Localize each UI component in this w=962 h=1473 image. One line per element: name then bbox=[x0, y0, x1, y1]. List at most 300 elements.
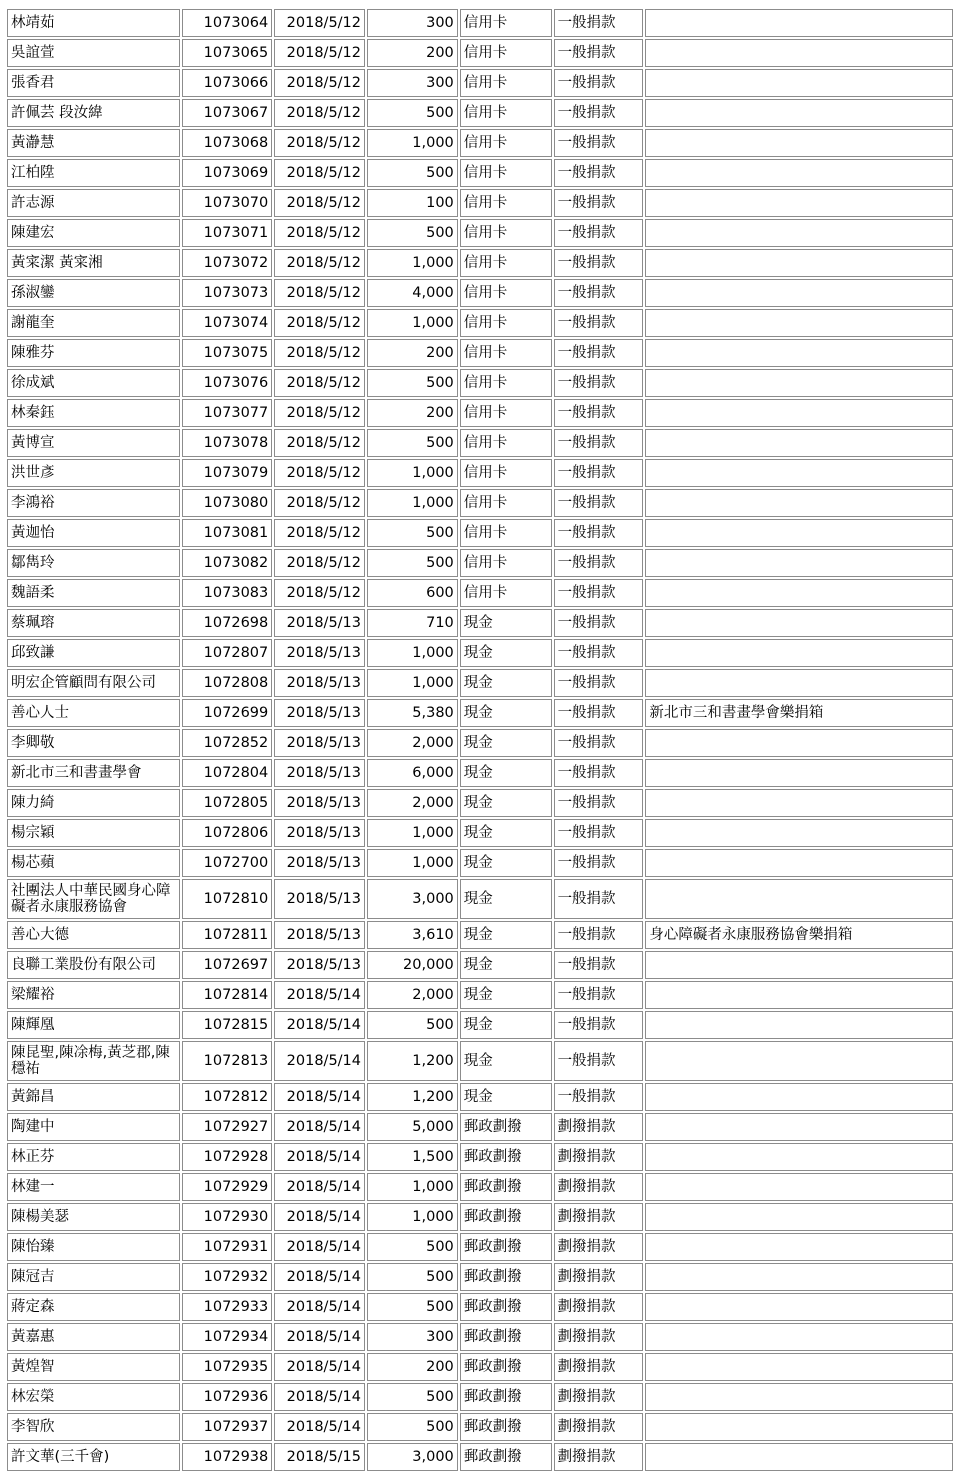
table-row bbox=[7, 609, 953, 637]
table-row bbox=[7, 1143, 953, 1171]
payment-method-cell: 現金 bbox=[460, 759, 552, 787]
receipt-number-cell: 1072814 bbox=[182, 981, 272, 1009]
payment-method-cell: 現金 bbox=[460, 879, 552, 919]
donation-amount-cell: 300 bbox=[367, 69, 458, 97]
receipt-number-cell: 1072810 bbox=[182, 879, 272, 919]
donation-type-cell: 一般捐款 bbox=[554, 309, 644, 337]
donor-name-cell: 李智欣 bbox=[7, 1413, 180, 1441]
donation-amount-cell: 500 bbox=[367, 1413, 458, 1441]
donation-date-cell: 2018/5/12 bbox=[274, 249, 365, 277]
donation-note-cell bbox=[645, 759, 953, 787]
donor-name-cell: 黃錦昌 bbox=[7, 1083, 180, 1111]
donor-name-cell: 陳冠吉 bbox=[7, 1263, 180, 1291]
donation-date-cell: 2018/5/14 bbox=[274, 1233, 365, 1261]
donation-type-cell: 一般捐款 bbox=[554, 429, 644, 457]
donation-note-cell bbox=[645, 1203, 953, 1231]
donation-type-cell: 劃撥捐款 bbox=[554, 1353, 644, 1381]
table-row bbox=[7, 921, 953, 949]
table-row bbox=[7, 699, 953, 727]
table-row bbox=[7, 519, 953, 547]
donation-date-cell: 2018/5/14 bbox=[274, 1203, 365, 1231]
receipt-number-cell: 1073081 bbox=[182, 519, 272, 547]
payment-method-cell: 信用卡 bbox=[460, 189, 552, 217]
payment-method-cell: 現金 bbox=[460, 1011, 552, 1039]
donor-name-cell: 楊宗穎 bbox=[7, 819, 180, 847]
donation-date-cell: 2018/5/12 bbox=[274, 279, 365, 307]
donation-table-body bbox=[7, 9, 953, 1471]
payment-method-cell: 郵政劃撥 bbox=[460, 1353, 552, 1381]
donation-type-cell: 劃撥捐款 bbox=[554, 1443, 644, 1471]
payment-method-cell: 信用卡 bbox=[460, 279, 552, 307]
donation-amount-cell: 20,000 bbox=[367, 951, 458, 979]
payment-method-cell: 信用卡 bbox=[460, 249, 552, 277]
donor-name-cell: 善心大德 bbox=[7, 921, 180, 949]
table-row bbox=[7, 459, 953, 487]
donation-date-cell: 2018/5/12 bbox=[274, 489, 365, 517]
donation-note-cell bbox=[645, 159, 953, 187]
donation-date-cell: 2018/5/14 bbox=[274, 981, 365, 1009]
donation-amount-cell: 1,200 bbox=[367, 1041, 458, 1081]
donation-type-cell: 一般捐款 bbox=[554, 819, 644, 847]
donation-note-cell bbox=[645, 639, 953, 667]
donation-type-cell: 一般捐款 bbox=[554, 879, 644, 919]
donation-amount-cell: 200 bbox=[367, 1353, 458, 1381]
donation-amount-cell: 2,000 bbox=[367, 981, 458, 1009]
donation-amount-cell: 2,000 bbox=[367, 729, 458, 757]
donation-date-cell: 2018/5/13 bbox=[274, 639, 365, 667]
table-row bbox=[7, 1413, 953, 1441]
receipt-number-cell: 1073071 bbox=[182, 219, 272, 247]
donor-name-cell: 陳怡臻 bbox=[7, 1233, 180, 1261]
receipt-number-cell: 1072815 bbox=[182, 1011, 272, 1039]
table-row bbox=[7, 1083, 953, 1111]
donation-amount-cell: 1,000 bbox=[367, 129, 458, 157]
donation-date-cell: 2018/5/12 bbox=[274, 549, 365, 577]
donation-type-cell: 一般捐款 bbox=[554, 699, 644, 727]
receipt-number-cell: 1073077 bbox=[182, 399, 272, 427]
payment-method-cell: 信用卡 bbox=[460, 309, 552, 337]
donation-type-cell: 一般捐款 bbox=[554, 951, 644, 979]
table-row bbox=[7, 759, 953, 787]
payment-method-cell: 郵政劃撥 bbox=[460, 1173, 552, 1201]
donor-name-cell: 李卿敬 bbox=[7, 729, 180, 757]
donor-name-cell: 蔣定森 bbox=[7, 1293, 180, 1321]
donation-amount-cell: 1,000 bbox=[367, 459, 458, 487]
donor-name-cell: 陳力綺 bbox=[7, 789, 180, 817]
receipt-number-cell: 1073072 bbox=[182, 249, 272, 277]
receipt-number-cell: 1073076 bbox=[182, 369, 272, 397]
donation-date-cell: 2018/5/12 bbox=[274, 309, 365, 337]
table-row bbox=[7, 981, 953, 1009]
donation-type-cell: 劃撥捐款 bbox=[554, 1143, 644, 1171]
donation-amount-cell: 500 bbox=[367, 219, 458, 247]
table-row bbox=[7, 879, 953, 919]
donor-name-cell: 陳雅芬 bbox=[7, 339, 180, 367]
donation-type-cell: 劃撥捐款 bbox=[554, 1113, 644, 1141]
donation-note-cell: 身心障礙者永康服務協會樂捐箱 bbox=[645, 921, 953, 949]
receipt-number-cell: 1072935 bbox=[182, 1353, 272, 1381]
receipt-number-cell: 1072938 bbox=[182, 1443, 272, 1471]
donation-note-cell bbox=[645, 1173, 953, 1201]
payment-method-cell: 信用卡 bbox=[460, 9, 552, 37]
receipt-number-cell: 1072808 bbox=[182, 669, 272, 697]
donation-date-cell: 2018/5/14 bbox=[274, 1143, 365, 1171]
receipt-number-cell: 1073066 bbox=[182, 69, 272, 97]
donation-note-cell bbox=[645, 339, 953, 367]
table-row bbox=[7, 789, 953, 817]
payment-method-cell: 現金 bbox=[460, 849, 552, 877]
donation-type-cell: 劃撥捐款 bbox=[554, 1173, 644, 1201]
table-row bbox=[7, 1041, 953, 1081]
donation-type-cell: 一般捐款 bbox=[554, 1011, 644, 1039]
donor-name-cell: 洪世彥 bbox=[7, 459, 180, 487]
receipt-number-cell: 1073079 bbox=[182, 459, 272, 487]
donation-date-cell: 2018/5/14 bbox=[274, 1383, 365, 1411]
receipt-number-cell: 1072699 bbox=[182, 699, 272, 727]
donor-name-cell: 良聯工業股份有限公司 bbox=[7, 951, 180, 979]
table-row bbox=[7, 399, 953, 427]
donation-date-cell: 2018/5/12 bbox=[274, 39, 365, 67]
donation-note-cell bbox=[645, 129, 953, 157]
donation-date-cell: 2018/5/14 bbox=[274, 1113, 365, 1141]
donation-amount-cell: 3,000 bbox=[367, 1443, 458, 1471]
donation-amount-cell: 500 bbox=[367, 1233, 458, 1261]
receipt-number-cell: 1073075 bbox=[182, 339, 272, 367]
donation-amount-cell: 200 bbox=[367, 339, 458, 367]
donor-name-cell: 黃煌智 bbox=[7, 1353, 180, 1381]
donation-type-cell: 劃撥捐款 bbox=[554, 1203, 644, 1231]
table-row bbox=[7, 1203, 953, 1231]
payment-method-cell: 信用卡 bbox=[460, 69, 552, 97]
receipt-number-cell: 1072804 bbox=[182, 759, 272, 787]
donor-name-cell: 吳誼萱 bbox=[7, 39, 180, 67]
payment-method-cell: 信用卡 bbox=[460, 159, 552, 187]
table-row bbox=[7, 69, 953, 97]
donation-date-cell: 2018/5/15 bbox=[274, 1443, 365, 1471]
receipt-number-cell: 1072698 bbox=[182, 609, 272, 637]
donation-type-cell: 一般捐款 bbox=[554, 849, 644, 877]
table-row bbox=[7, 951, 953, 979]
donation-type-cell: 一般捐款 bbox=[554, 69, 644, 97]
donation-note-cell bbox=[645, 1443, 953, 1471]
donor-name-cell: 陳建宏 bbox=[7, 219, 180, 247]
donation-type-cell: 一般捐款 bbox=[554, 459, 644, 487]
donation-date-cell: 2018/5/14 bbox=[274, 1083, 365, 1111]
receipt-number-cell: 1073082 bbox=[182, 549, 272, 577]
donation-amount-cell: 1,000 bbox=[367, 849, 458, 877]
donation-date-cell: 2018/5/12 bbox=[274, 129, 365, 157]
payment-method-cell: 郵政劃撥 bbox=[460, 1263, 552, 1291]
donor-name-cell: 新北市三和書畫學會 bbox=[7, 759, 180, 787]
receipt-number-cell: 1072700 bbox=[182, 849, 272, 877]
donation-amount-cell: 1,000 bbox=[367, 1173, 458, 1201]
receipt-number-cell: 1072805 bbox=[182, 789, 272, 817]
donation-note-cell bbox=[645, 1263, 953, 1291]
donation-type-cell: 一般捐款 bbox=[554, 369, 644, 397]
donation-date-cell: 2018/5/12 bbox=[274, 9, 365, 37]
donation-note-cell bbox=[645, 219, 953, 247]
payment-method-cell: 現金 bbox=[460, 729, 552, 757]
donation-date-cell: 2018/5/14 bbox=[274, 1353, 365, 1381]
receipt-number-cell: 1073083 bbox=[182, 579, 272, 607]
donor-name-cell: 梁耀裕 bbox=[7, 981, 180, 1009]
donation-date-cell: 2018/5/13 bbox=[274, 699, 365, 727]
donation-amount-cell: 500 bbox=[367, 1263, 458, 1291]
table-row bbox=[7, 1011, 953, 1039]
payment-method-cell: 郵政劃撥 bbox=[460, 1383, 552, 1411]
donation-type-cell: 一般捐款 bbox=[554, 279, 644, 307]
donation-amount-cell: 1,000 bbox=[367, 309, 458, 337]
donation-type-cell: 一般捐款 bbox=[554, 981, 644, 1009]
donation-amount-cell: 500 bbox=[367, 1383, 458, 1411]
donation-date-cell: 2018/5/13 bbox=[274, 729, 365, 757]
receipt-number-cell: 1072936 bbox=[182, 1383, 272, 1411]
donation-amount-cell: 1,000 bbox=[367, 1203, 458, 1231]
payment-method-cell: 現金 bbox=[460, 609, 552, 637]
payment-method-cell: 信用卡 bbox=[460, 39, 552, 67]
donation-note-cell bbox=[645, 549, 953, 577]
donor-name-cell: 徐成斌 bbox=[7, 369, 180, 397]
donation-note-cell bbox=[645, 399, 953, 427]
receipt-number-cell: 1073073 bbox=[182, 279, 272, 307]
donor-name-cell: 邱致謙 bbox=[7, 639, 180, 667]
table-row bbox=[7, 159, 953, 187]
donation-note-cell bbox=[645, 1353, 953, 1381]
donation-note-cell bbox=[645, 1293, 953, 1321]
donation-note-cell bbox=[645, 1011, 953, 1039]
payment-method-cell: 信用卡 bbox=[460, 579, 552, 607]
receipt-number-cell: 1073080 bbox=[182, 489, 272, 517]
donor-name-cell: 黃瀞慧 bbox=[7, 129, 180, 157]
table-row bbox=[7, 309, 953, 337]
donation-note-cell bbox=[645, 9, 953, 37]
donation-amount-cell: 500 bbox=[367, 549, 458, 577]
donation-type-cell: 一般捐款 bbox=[554, 1083, 644, 1111]
table-row bbox=[7, 9, 953, 37]
donation-type-cell: 一般捐款 bbox=[554, 99, 644, 127]
receipt-number-cell: 1073068 bbox=[182, 129, 272, 157]
donation-note-cell bbox=[645, 1233, 953, 1261]
donation-type-cell: 劃撥捐款 bbox=[554, 1323, 644, 1351]
donation-type-cell: 一般捐款 bbox=[554, 1041, 644, 1081]
receipt-number-cell: 1072929 bbox=[182, 1173, 272, 1201]
donor-name-cell: 社團法人中華民國身心障礙者永康服務協會 bbox=[7, 879, 180, 919]
donation-note-cell bbox=[645, 429, 953, 457]
donor-name-cell: 林建一 bbox=[7, 1173, 180, 1201]
donor-name-cell: 謝龍奎 bbox=[7, 309, 180, 337]
donation-date-cell: 2018/5/14 bbox=[274, 1173, 365, 1201]
table-row bbox=[7, 279, 953, 307]
donation-date-cell: 2018/5/14 bbox=[274, 1041, 365, 1081]
donor-name-cell: 蔡珮瑢 bbox=[7, 609, 180, 637]
donation-note-cell bbox=[645, 519, 953, 547]
donation-note-cell bbox=[645, 1383, 953, 1411]
payment-method-cell: 現金 bbox=[460, 1041, 552, 1081]
payment-method-cell: 現金 bbox=[460, 699, 552, 727]
donation-type-cell: 劃撥捐款 bbox=[554, 1293, 644, 1321]
donation-date-cell: 2018/5/12 bbox=[274, 399, 365, 427]
table-row bbox=[7, 489, 953, 517]
donation-amount-cell: 300 bbox=[367, 1323, 458, 1351]
donation-note-cell bbox=[645, 951, 953, 979]
donation-note-cell: 新北市三和書畫學會樂捐箱 bbox=[645, 699, 953, 727]
donation-note-cell bbox=[645, 1323, 953, 1351]
table-row bbox=[7, 99, 953, 127]
donation-date-cell: 2018/5/13 bbox=[274, 879, 365, 919]
donation-amount-cell: 500 bbox=[367, 519, 458, 547]
donation-amount-cell: 200 bbox=[367, 399, 458, 427]
receipt-number-cell: 1072934 bbox=[182, 1323, 272, 1351]
table-row bbox=[7, 639, 953, 667]
donation-amount-cell: 1,200 bbox=[367, 1083, 458, 1111]
donor-name-cell: 陶建中 bbox=[7, 1113, 180, 1141]
payment-method-cell: 郵政劃撥 bbox=[460, 1323, 552, 1351]
donation-note-cell bbox=[645, 729, 953, 757]
donation-amount-cell: 3,000 bbox=[367, 879, 458, 919]
donation-note-cell bbox=[645, 459, 953, 487]
table-row bbox=[7, 249, 953, 277]
donor-name-cell: 陳楊美瑟 bbox=[7, 1203, 180, 1231]
receipt-number-cell: 1072697 bbox=[182, 951, 272, 979]
donor-name-cell: 林正芬 bbox=[7, 1143, 180, 1171]
payment-method-cell: 現金 bbox=[460, 789, 552, 817]
donation-note-cell bbox=[645, 369, 953, 397]
donation-note-cell bbox=[645, 609, 953, 637]
donation-amount-cell: 710 bbox=[367, 609, 458, 637]
donation-note-cell bbox=[645, 249, 953, 277]
donation-date-cell: 2018/5/12 bbox=[274, 159, 365, 187]
donation-type-cell: 一般捐款 bbox=[554, 639, 644, 667]
donation-date-cell: 2018/5/12 bbox=[274, 339, 365, 367]
donation-type-cell: 一般捐款 bbox=[554, 609, 644, 637]
donation-date-cell: 2018/5/13 bbox=[274, 921, 365, 949]
payment-method-cell: 現金 bbox=[460, 951, 552, 979]
donation-note-cell bbox=[645, 1041, 953, 1081]
payment-method-cell: 郵政劃撥 bbox=[460, 1293, 552, 1321]
donation-type-cell: 劃撥捐款 bbox=[554, 1413, 644, 1441]
receipt-number-cell: 1072811 bbox=[182, 921, 272, 949]
donor-name-cell: 黃嘉惠 bbox=[7, 1323, 180, 1351]
donor-name-cell: 許佩芸 段汝緯 bbox=[7, 99, 180, 127]
table-row bbox=[7, 429, 953, 457]
donation-amount-cell: 4,000 bbox=[367, 279, 458, 307]
donation-note-cell bbox=[645, 99, 953, 127]
donor-name-cell: 張香君 bbox=[7, 69, 180, 97]
donor-name-cell: 明宏企管顧問有限公司 bbox=[7, 669, 180, 697]
table-row bbox=[7, 1293, 953, 1321]
donor-name-cell: 林秦鈺 bbox=[7, 399, 180, 427]
donation-date-cell: 2018/5/12 bbox=[274, 69, 365, 97]
payment-method-cell: 信用卡 bbox=[460, 429, 552, 457]
donation-date-cell: 2018/5/12 bbox=[274, 579, 365, 607]
donor-name-cell: 許志源 bbox=[7, 189, 180, 217]
payment-method-cell: 現金 bbox=[460, 981, 552, 1009]
donation-note-cell bbox=[645, 69, 953, 97]
donation-type-cell: 一般捐款 bbox=[554, 729, 644, 757]
payment-method-cell: 信用卡 bbox=[460, 459, 552, 487]
payment-method-cell: 郵政劃撥 bbox=[460, 1413, 552, 1441]
donation-type-cell: 一般捐款 bbox=[554, 159, 644, 187]
donation-type-cell: 一般捐款 bbox=[554, 129, 644, 157]
donation-note-cell bbox=[645, 1113, 953, 1141]
donation-type-cell: 一般捐款 bbox=[554, 9, 644, 37]
donation-note-cell bbox=[645, 1413, 953, 1441]
payment-method-cell: 信用卡 bbox=[460, 489, 552, 517]
donation-note-cell bbox=[645, 189, 953, 217]
table-row bbox=[7, 189, 953, 217]
donor-name-cell: 林靖茹 bbox=[7, 9, 180, 37]
donor-name-cell: 許文華(三千會) bbox=[7, 1443, 180, 1471]
donation-note-cell bbox=[645, 279, 953, 307]
donation-amount-cell: 500 bbox=[367, 1011, 458, 1039]
donor-name-cell: 陳昆聖,陳凃梅,黃芝郡,陳穩祐 bbox=[7, 1041, 180, 1081]
donation-type-cell: 一般捐款 bbox=[554, 489, 644, 517]
donation-amount-cell: 500 bbox=[367, 99, 458, 127]
donation-note-cell bbox=[645, 39, 953, 67]
table-row bbox=[7, 1173, 953, 1201]
donation-date-cell: 2018/5/12 bbox=[274, 429, 365, 457]
receipt-number-cell: 1072932 bbox=[182, 1263, 272, 1291]
donation-type-cell: 一般捐款 bbox=[554, 759, 644, 787]
receipt-number-cell: 1072928 bbox=[182, 1143, 272, 1171]
table-row bbox=[7, 579, 953, 607]
table-row bbox=[7, 369, 953, 397]
donation-type-cell: 劃撥捐款 bbox=[554, 1263, 644, 1291]
table-row bbox=[7, 1323, 953, 1351]
table-row bbox=[7, 729, 953, 757]
payment-method-cell: 現金 bbox=[460, 639, 552, 667]
donation-amount-cell: 6,000 bbox=[367, 759, 458, 787]
payment-method-cell: 郵政劃撥 bbox=[460, 1443, 552, 1471]
donor-name-cell: 鄒雋玲 bbox=[7, 549, 180, 577]
donation-note-cell bbox=[645, 1083, 953, 1111]
payment-method-cell: 郵政劃撥 bbox=[460, 1233, 552, 1261]
donation-type-cell: 一般捐款 bbox=[554, 519, 644, 547]
table-row bbox=[7, 129, 953, 157]
donation-type-cell: 一般捐款 bbox=[554, 921, 644, 949]
donation-note-cell bbox=[645, 309, 953, 337]
table-row bbox=[7, 1383, 953, 1411]
payment-method-cell: 郵政劃撥 bbox=[460, 1143, 552, 1171]
payment-method-cell: 信用卡 bbox=[460, 99, 552, 127]
donation-date-cell: 2018/5/12 bbox=[274, 219, 365, 247]
payment-method-cell: 現金 bbox=[460, 669, 552, 697]
donation-note-cell bbox=[645, 849, 953, 877]
donation-amount-cell: 1,000 bbox=[367, 639, 458, 667]
donor-name-cell: 江柏陞 bbox=[7, 159, 180, 187]
donation-date-cell: 2018/5/13 bbox=[274, 849, 365, 877]
donation-type-cell: 一般捐款 bbox=[554, 399, 644, 427]
receipt-number-cell: 1072937 bbox=[182, 1413, 272, 1441]
donor-name-cell: 李鴻裕 bbox=[7, 489, 180, 517]
table-row bbox=[7, 669, 953, 697]
table-row bbox=[7, 819, 953, 847]
table-row bbox=[7, 549, 953, 577]
table-row bbox=[7, 849, 953, 877]
donation-amount-cell: 300 bbox=[367, 9, 458, 37]
donation-table bbox=[5, 7, 955, 1473]
payment-method-cell: 信用卡 bbox=[460, 369, 552, 397]
donation-type-cell: 一般捐款 bbox=[554, 579, 644, 607]
donation-amount-cell: 5,380 bbox=[367, 699, 458, 727]
donation-note-cell bbox=[645, 669, 953, 697]
donation-date-cell: 2018/5/13 bbox=[274, 759, 365, 787]
donation-amount-cell: 1,000 bbox=[367, 819, 458, 847]
payment-method-cell: 郵政劃撥 bbox=[460, 1203, 552, 1231]
donor-name-cell: 陳輝凰 bbox=[7, 1011, 180, 1039]
donation-type-cell: 劃撥捐款 bbox=[554, 1233, 644, 1261]
donor-name-cell: 林宏榮 bbox=[7, 1383, 180, 1411]
